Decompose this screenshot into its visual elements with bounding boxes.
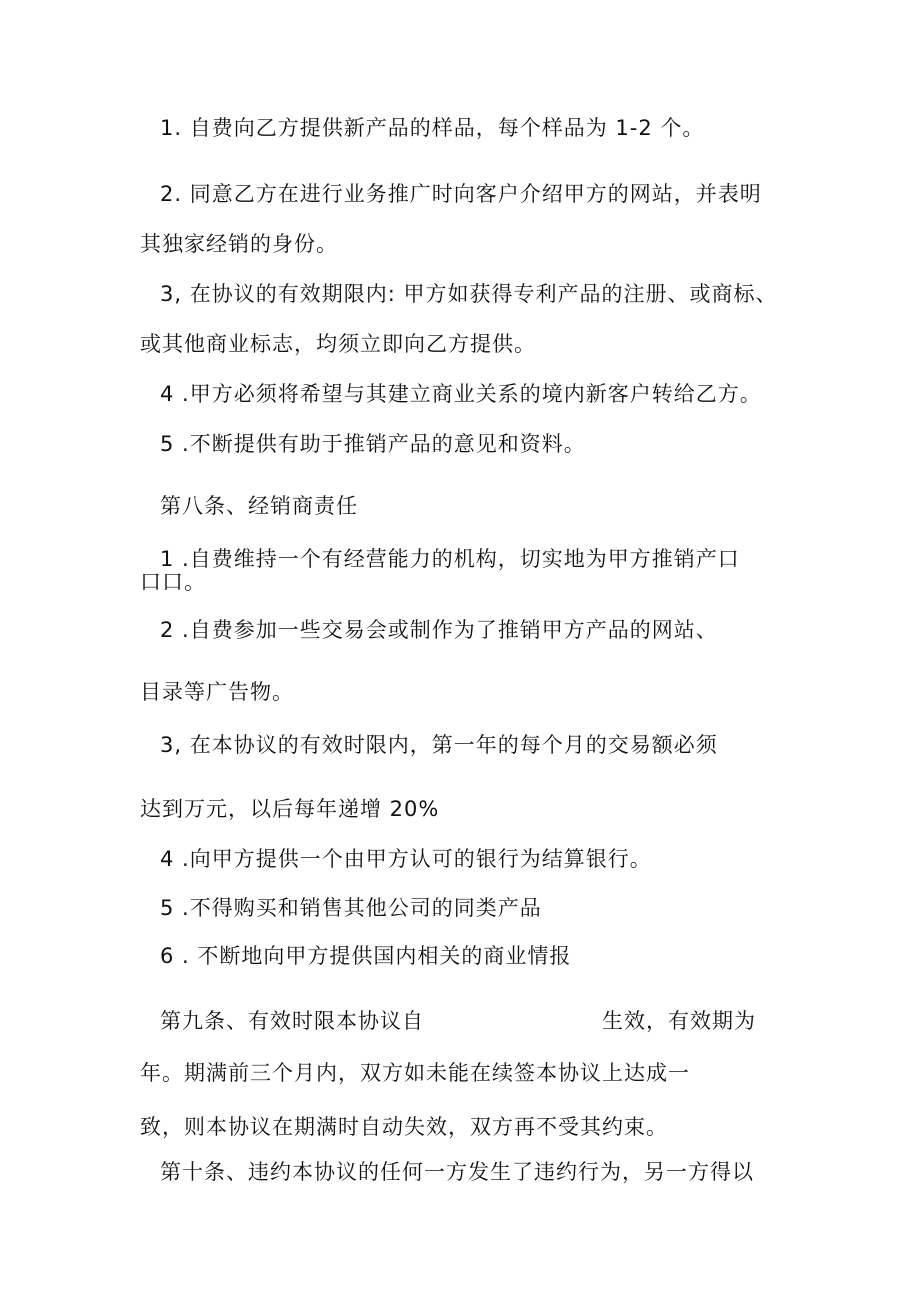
clause-line: 1 .自费维持一个有经营能力的机构，切实地为甲方推销产口 [160,547,740,571]
clause-line: 口口。 [140,570,206,594]
clause-line: 6 . 不断地向甲方提供国内相关的商业情报 [160,944,572,968]
clause-line: 致，则本协议在期满时自动失效，双方再不受其约束。 [140,1115,668,1139]
clause-line: 年。期满前三个月内，双方如未能在续签本协议上达成一 [140,1061,690,1085]
clause-line: 1. 自费向乙方提供新产品的样品，每个样品为 1-2 个。 [160,116,705,140]
clause-line: 2. 同意乙方在进行业务推广时向客户介绍甲方的网站，并表明 [160,182,762,206]
clause-line: 3, 在协议的有效期限内: 甲方如获得专利产品的注册、或商标、 [160,282,778,306]
clause-line: 或其他商业标志，均须立即向乙方提供。 [140,332,536,356]
clause-line: 目录等广告物。 [140,680,294,704]
clause-line: 2 .自费参加一些交易会或制作为了推销甲方产品的网站、 [160,618,718,642]
section-heading: 第九条、有效时限本协议自 [160,1009,424,1033]
clause-line: 3, 在本协议的有效时限内，第一年的每个月的交易额必须 [160,733,718,757]
section-heading: 第八条、经销商责任 [160,494,358,518]
clause-line: 5 .不得购买和销售其他公司的同类产品 [160,896,542,920]
section-heading: 第十条、违约本协议的任何一方发生了违约行为，另一方得以 [160,1160,754,1184]
clause-line: 4 .甲方必须将希望与其建立商业关系的境内新客户转给乙方。 [160,382,762,406]
clause-line: 其独家经销的身份。 [140,232,338,256]
clause-line: 5 .不断提供有助于推销产品的意见和资料。 [160,432,586,456]
clause-line: 达到万元，以后每年递增 20% [140,797,440,821]
clause-line: 生效，有效期为 [602,1009,756,1033]
clause-line: 4 .向甲方提供一个由甲方认可的银行为结算银行。 [160,847,652,871]
